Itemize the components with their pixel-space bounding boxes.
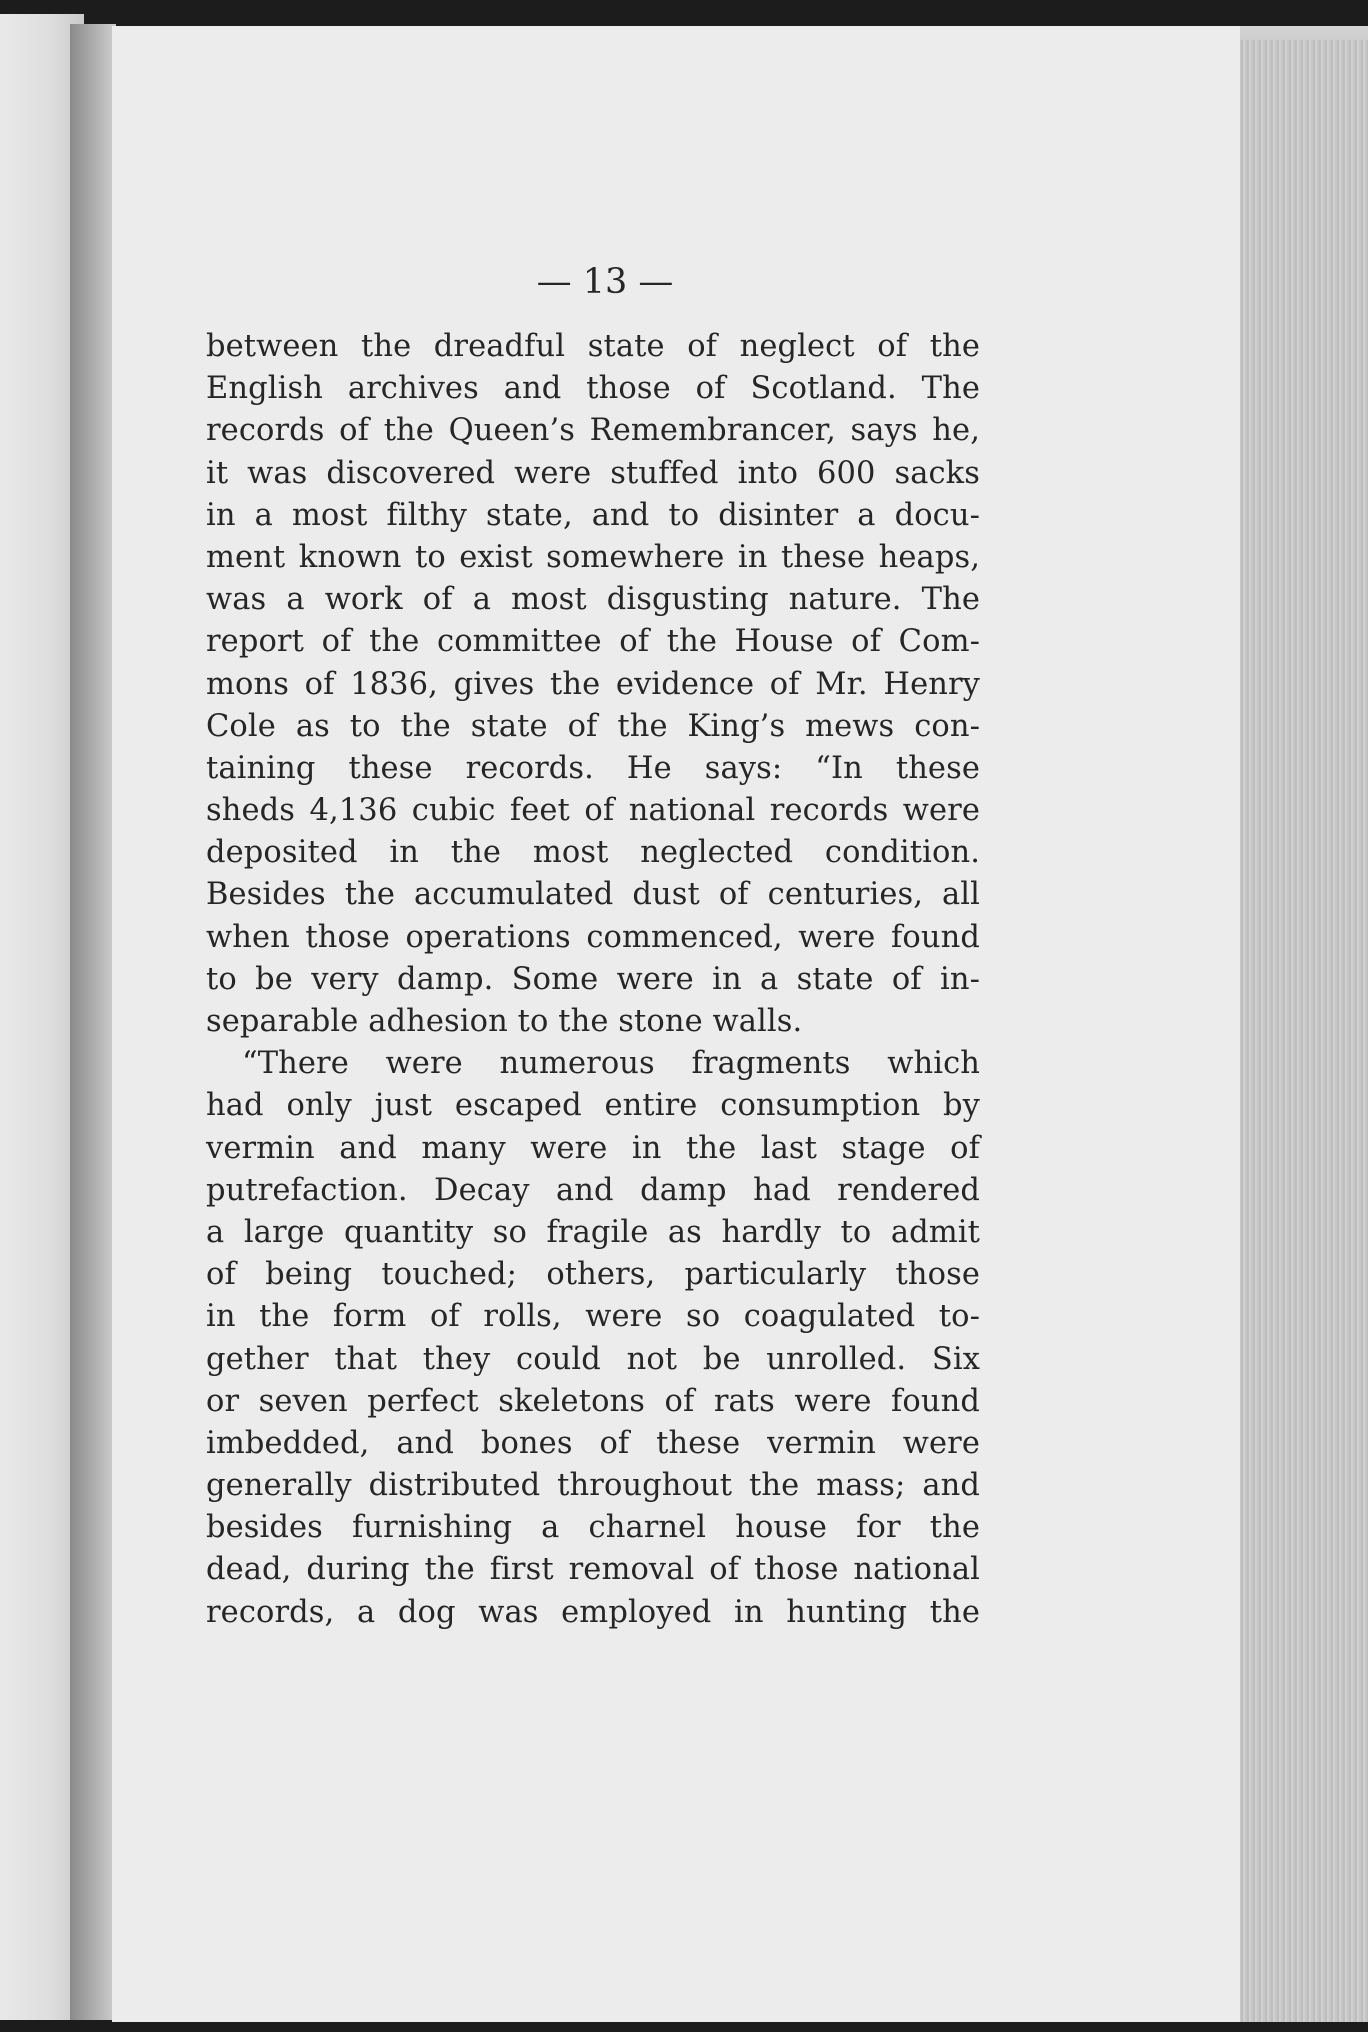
text-line: had only just escaped entire consumption by — [206, 1088, 980, 1124]
text-line: or seven perfect skeletons of rats were found — [206, 1383, 980, 1419]
text-line: a large quantity so fragile as hardly to admit — [206, 1214, 980, 1250]
text-line: was a work of a most disgusting nature. The — [206, 582, 980, 618]
page-stack-edges — [1240, 40, 1368, 2022]
text-line: Cole as to the state of the King’s mews con- — [206, 708, 980, 744]
text-line: records of the Queen’s Remembrancer, says he, — [206, 413, 980, 449]
text-line: English archives and those of Scotland. The — [206, 371, 980, 407]
text-line: of being touched; others, particularly those — [206, 1257, 980, 1293]
text-line: gether that they could not be unrolled. Six — [206, 1341, 980, 1377]
text-line: Besides the accumulated dust of centuries, all — [206, 877, 980, 913]
text-line: dead, during the first removal of those national — [206, 1552, 980, 1588]
page-number: — 13 — — [536, 262, 674, 302]
body-text — [206, 326, 980, 1634]
text-line: mons of 1836, gives the evidence of Mr. Henry — [206, 666, 980, 702]
text-line: sheds 4,136 cubic feet of national records were — [206, 793, 980, 829]
text-line: “There were numerous fragments which — [242, 1046, 980, 1082]
text-line: records, a dog was employed in hunting the — [206, 1594, 980, 1630]
gutter-shadow — [70, 24, 116, 2020]
text-line: in a most filthy state, and to disinter a docu- — [206, 497, 980, 533]
text-line: report of the committee of the House of Com- — [206, 624, 980, 660]
text-line: putrefaction. Decay and damp had rendered — [206, 1172, 980, 1208]
text-line: ment known to exist somewhere in these heaps, — [206, 539, 980, 575]
text-line: vermin and many were in the last stage of — [206, 1130, 980, 1166]
text-line: it was discovered were stuffed into 600 sacks — [206, 455, 980, 491]
text-line: imbedded, and bones of these vermin were — [206, 1425, 980, 1461]
text-line: deposited in the most neglected condition. — [206, 835, 980, 871]
text-line: in the form of rolls, were so coagulated to- — [206, 1299, 980, 1335]
text-line: taining these records. He says: “In these — [206, 750, 980, 786]
text-line: separable adhesion to the stone walls. — [206, 1004, 803, 1039]
text-line: generally distributed throughout the mass; and — [206, 1468, 980, 1504]
text-line: between the dreadful state of neglect of the — [206, 329, 980, 364]
text-line: to be very damp. Some were in a state of in- — [206, 961, 980, 997]
text-line: when those operations commenced, were found — [206, 919, 980, 955]
text-line: besides furnishing a charnel house for the — [206, 1510, 980, 1546]
